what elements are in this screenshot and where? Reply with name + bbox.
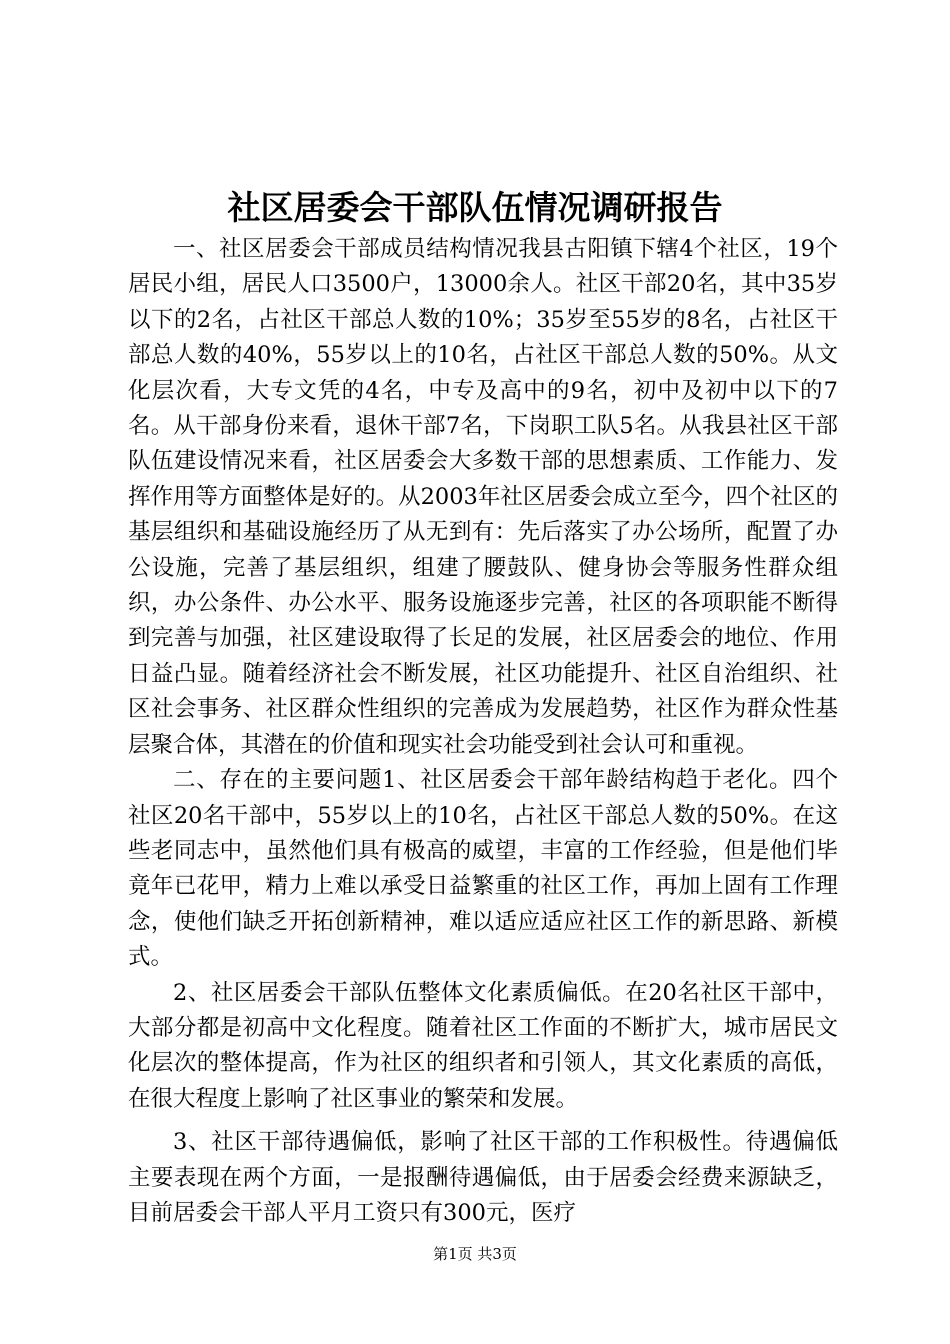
paragraph-2: 二、存在的主要问题1、社区居委会干部年龄结构趋于老化。四个社区20名干部中，55岁以上的10名，占社区干部总人数的50%。在这些老同志中，虽然他们具有极高的威望，丰富的工作经验，但是他们毕竟年已花甲，精力上难以承受日益繁重的社区工作，再加上固有工作理念，使他们缺乏开拓创新精神，难以适应适应社区工作的新思路、新模式。 bbox=[128, 767, 838, 971]
paragraph-4: 3、社区干部待遇偏低，影响了社区干部的工作积极性。待遇偏低主要表现在两个方面，一是报酬待遇偏低，由于居委会经费来源缺乏，目前居委会干部人平月工资只有300元，医疗 bbox=[128, 1129, 838, 1226]
page-number-footer: 第1页 共3页 bbox=[433, 1245, 517, 1263]
paragraph-1: 一、社区居委会干部成员结构情况我县古阳镇下辖4个社区，19个居民小组，居民人口3500户，13000余人。社区干部20名，其中35岁以下的2名，占社区干部总人数的10%；35岁至55岁的8名，占社区干部总人数的40%，55岁以上的10名，占社区干部总人数的50%。从文化层次看，大专文凭的4名，中专及高中的9名，初中及初中以下的7名。从干部身份来看，退休干部7名，下岗职工队5名。从我县社区干部队伍建设情况来看，社区居委会大多数干部的思想素质、工作能力、发挥作用等方面整体是好的。从2003年社区居委会成立至今，四个社区的基层组织和基础设施经历了从无到有：先后落实了办公场所，配置了办公设施，完善了基层组织，组建了腰鼓队、健身协会等服务性群众组织，办公条件、办公水平、服务设施逐步完善，社区的各项职能不断得到完善与加强，社区建设取得了长足的发展，社区居委会的地位、作用日益凸显。随着经济社会不断发展，社区功能提升、社区自治组织、社区社会事务、社区群众性组织的完善成为发展趋势，社区作为群众性基层聚合体，其潜在的价值和现实社会功能受到社会认可和重视。 bbox=[128, 236, 838, 758]
document-title: 社区居委会干部队伍情况调研报告 bbox=[227, 188, 723, 227]
document-body bbox=[128, 232, 838, 1231]
paragraph-3: 2、社区居委会干部队伍整体文化素质偏低。在20名社区干部中，大部分都是初高中文化程度。随着社区工作面的不断扩大，城市居民文化层次的整体提高，作为社区的组织者和引领人，其文化素质的高低，在很大程度上影响了社区事业的繁荣和发展。 bbox=[128, 979, 838, 1112]
